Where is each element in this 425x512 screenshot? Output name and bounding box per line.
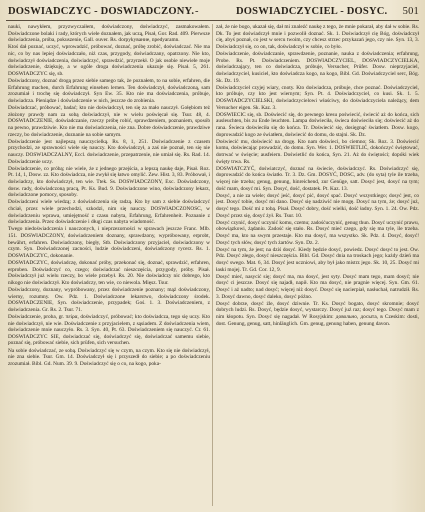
right-paragraph: Doświadczyciel czyjej wiary, cnoty. Kto doświadcza, próbuje, chce poznać. Doświadczyciel, kto próbuje, czy kto jest wiernym; Syn. Pt. 4. Doświadczyciel, co kusi. Sk. 1. 5. DOSWIADCZYCIELSKI, doświadczycielowi właściwy, do doświadczyciela należący, dem Versucher eigen. Sk. Kaz. 3.: [216, 84, 419, 111]
left-paragraph: Twego niedoświadczenia i nauczonych, i nieprzezorności w sprawach jeszcze Franc. Mlb. 151. DOSWIADCZONY, doświadczeniem doznany, sprawdzony, wypróbowany, erprobt, bewährt, erfahren. Doświadczony, biegły, Stb. Doświadczony przyjaciel, doświadczony w czym. Syn. Doświadczonej zacności, ludzie doświadczeni, doświadczony rycerz. Rs. 1. DOSWIADCZYC, dokonanie.: [8, 226, 210, 259]
right-paragraph: zał, że nie bogo, ukazał się, dał mi znaleźć naukę z tego, że mnie pokarał, aby dał w sobie. Rs. Dk. To jest doświadczył mnie i pozwolił doznać. Sk. 1. Doświadczył cię Bóg, doświadczył cię, abyś poznał, co jest w sercu twoim, czy chcesz strzec przykazań jego, czy nie. Syn. 13, 3. Doświadczył się, co on, tak, doświadczył w sobie, co było.: [216, 24, 419, 50]
header-rule: [6, 20, 419, 21]
left-paragraph: DOSWIADCZYC, doświadczę, dokonać próby, przekonać się, doznać, sprawdzić, erfahren, erproben. Doświadczyć co, czego; doświadczać nieszczęścia, przygody, próby. Pisał. Doświadczył już wielu rzeczy, bo wiele przebył. Rs. 20. Nie doświadczy nic dobrego, kto nikogo nie doświadczył. Kto doświadczy, ten wie, co niewola. Mięsz. Tsur.: [8, 259, 210, 286]
page-header: [8, 4, 419, 20]
right-paragraph: DOSWIATCZYĆ, doświatczyć, doznać na świecie, doświadczyć. Rs. Doświadczyć się, doprowadzić do końca światło. Tr. 3. Dz. Gm. DOSYĆ, DOSC, adv. (do syta) tyle ile trzeba, więcej nie trzeba; genug, genung, hinreichend, zur Genüge, satt. Dosyć jest, dosyć na tym; dość mam, dosyć mi. Syn. Dosyć, dość, dostatek. Pt. Kaz. 13.: [216, 165, 419, 192]
left-paragraph: Doświadczenie, proba, gr. πείρα, doświadczyć, próbować; kto doświadcza, tego się uczy. Kto nie doświadczył, nie wie. Doświadczenie z przyjacielem, z sąsiadem. Z doświadczenia wiem, doświadczenie mnie nauczyło. Rs. 3. Syn. 40, Pt. 63. Doświadczeniem się nauczyć. Cr. 61. DOSWIADCZYC SIE, doświadczać się, doświadczyć się, doświadczać samemu siebie, poznać się, próbować siebie, sich prüfen, sich versuchen.: [8, 313, 210, 347]
right-paragraph: Dosyć czynić, dosyć uczynić komu, czemu; zadośćuczynić, genug thun. Dosyć uczynić prawu, obowiązkowi, żądaniu. Zadość się stało. Rs. Dosyć mieć czego, gdy się ma tyle, ile trzeba. Dosyć ma, kto na swym przestaje. Kto ma dosyć, ma wszystko. Sk. Pdz. 4. Dosyć, dosyć! Dosyć tych słów, dosyć tych żartów. Syn. Dz. 2.: [216, 219, 419, 246]
right-paragraph: Doświecić mu, doświecić na drogę. Kto nam doświeci, bo ciemno; Sk. Roz. 3. Doświecić komu, doświecając prowadzić, do domu. Syn. Wer. 1. DOSWIETLIĆ, dokończyć świętować, dotrwać w święcie; ausfeiern. Doświetlić do końca, Syn. 21. Aż do świętości; dopóki wiek święty trwa. Rs.: [216, 138, 419, 165]
page-number: 501: [402, 6, 419, 17]
left-paragraph: nauki, nawykłem, przyzwyczaiłem, doświadczony, doświadczyć, zasmakowałem. Doświadczone bolaki i rady, których wiele doznałem, jak uczą, Pisał, Gor. Rad. 409. Pierwsze doświadczenia, próba, pokuszenie, Gall. ouver. Rs. dorpykyвaние, npedyaramn.: [8, 24, 210, 44]
right-paragraph: Dosyć na tym, że jest; na dziś dosyć. Kiedy będzie dosyć, powiedz. Dosyć dosyć to jest. Ow. Pdz. Dosyć złego, dosyć nieszczęścia. Bibl. Gd. Dosyć dnia na troskach jego; każdy dzień ma dosyć swego. Mat. 6, 34. Dosyć jest uczniowi, aby był jako mistrz jego. Sk. 10, 25. Dosyć mi łaski mojej. Tr. Gd. Cor. 12, 9.: [216, 246, 419, 273]
left-running-head: DOSWIADCZYC - DOSWIADCZONY.: [8, 6, 195, 17]
right-paragraph: Dosyć mieć, nasycić się; dosyć ma, ma dosyć, jest syty. Dosyć mam tego, mam dosyć; nie dosyć ci jeszcze. Dosyć się najadł, napił. Kto ma dosyć, nie pragnie więcej. Syn. Gm. 61. Dosyć i aż nadto; nad dosyć; więcej niż dosyć. Dosyć się nacierpiał, nasłuchał, natrudził. Rs. 3. Dosyć dawno, dosyć daleko, dosyć późno.: [216, 273, 419, 300]
left-paragraph: Doświadczać, próbować, badać; kto nie doświadczył, ten się za mało nauczył. Gołębiom też złożony prawdy nam za sobą doświadczył, nie w wielu poświęcał się. Tsur. 48, 4. DOSWIADCZENIE, doświadczanie, rzeczy próbę robić, sprawdzeniem, poznaniem, sposób na pewno, prawdziwie. Kto nie ma doświadczenia, nie zna. Dobre doświadczenie, prawdziwe rzeczy, bo doświadczenie, doznanie na sobie samym.: [8, 105, 210, 138]
left-paragraph: Doświadczeni wiele wiedzą; z doświadczenia się radzą. Kto by sam z siebie doświadczyć chciał, przez wiele przechodzi, szkodzi, nim się nauczy. DOSWIADCZONOSC, w doświadczeniu wprawa, umiejętność z czasu nabyta, Erfahrung, Erfahrenheit. Poznanie z doświadczenia. Przez doświadczenie i długi czas nabyta wiadomość.: [8, 199, 210, 226]
header-mark: -: [195, 6, 199, 17]
right-paragraph: Dosyć, a nie za wiele; dosyć jeść, dosyć pić, dosyć spać. Dosyć wszystkiego; dosyć jest, co jest. Dosyć tobie, dosyć mi dano. Dosyć się nadziwić nie mogę. Dosyć na tym, że; dosyć już, dosyć tego. Dość mi z tobą. Pisał. Dosyć dobry, dość wielki, dość ładny. Syn. 1. 24. Ow. Pdz. Dosyć przez się, dosyć żył. Rs. Tsur. 10.: [216, 192, 419, 219]
right-text-column: [216, 24, 419, 508]
left-paragraph: Doświadczony, doznać drogą przez siebie samego tak, że poznałem, to na sobie, erfahren, die Erfahrung machen, durch Erfahrung einsehen lernen. Ten doświadczył, doświadczoną, sam zrozumiał i trochę się doświadczył. Syn Ew. 35. Kto nie ma doświadczenia, próbuje, doświadcza. Pieniądze i doświadczenie w nich, jeszcze do zrobienia.: [8, 78, 210, 104]
right-running-head: DOSWIADCZYCIEL - DOSYC.: [236, 6, 388, 17]
left-text-column: [8, 24, 210, 508]
right-paragraph: Dosyć dobrze, dosyć źle, dosyć dziwnie. Tr. Ks. Dosyć bogato, dosyć skromnie; dosyć dobrych ludzi. Rs. Dosyć, będzie dosyć, wystarczy. Dosyć już raz; dosyć tego. Dosyć mam z nim kłopotu. Syn. Dosyć się nagadał. W Rosyjskim: довольно, досыта, в Czeskim: dosti, dost. Genung, genug, satt, hinlänglich. Gm. genug, genung haben, genung davon.: [216, 300, 419, 327]
left-paragraph: Doświadczenie jest najlepszą nauczycielką. Rs. 8, 1, 251. Doświadczenie z czasem przychodzi, ze sprawności wiele się nauczy. Kto doświadczył, a zaś nie poznał, ten się nie nauczy. DOSWIADCZALNY, Eccl. doświadczenie, przepatrzenie, nie umiał się. Rs. Rad. 14. Doświadczenie uczy.: [8, 138, 210, 165]
left-paragraph: Doświadczenie, co próbą; nie wiele, że z jednego przejścia, a lepszą naukę daje, Pisał. Roz. Pt. 14, 1, Dosw. zz. Kto doświadcza, nie zwykł się łatwo omylić. Zew. Hist. 3, 83. Próbował, i doświadczy, kto doświadczył, ten wie. Ttek. Ss. DOSWIADCZONY, Exc. Doświadczony, dosw. rady, doświadczoną pracą, Pt. Ks. Bud. 9. Doświadczone wino, doświadczony lekarz, doświadczone pomocy, sposoby.: [8, 165, 210, 199]
left-paragraph: Na sobie doświadczać, ze sobą. Doświadczyć się w czym, na czym. Kto się nie doświadczył, nie zna siebie. Tsur. Gm. 14. Doświadczył się i przyszedł do siebie; a po doświadczeniu zrozumiał. Bibl. Gd. Num. 39. 9. Doświadczyć się o co, na kogo, poka-: [8, 347, 210, 367]
left-paragraph: Doświadczony, doznany, wypróbowany, przez doświadczenie poznany; mąż doświadczony, wierny, rozumny. Ow. Pdz. 1. Doświadczone lekarstwo, doświadczony środek. DOSWIADCZENIE, Syn. doświadczenie, przypadek; Goś. 1. 3. Doświadczeniem, z doświadczenia. Gr. Rs. 2. Tsur. 71.: [8, 286, 210, 313]
right-paragraph: DOSWIECIC się, sb. Doświecić się, do pewnego kresu poświecić, świecić aż do końca, sich ausleuchten, bis zu Ende leuchten. Lampa doświeciła, świeca doświeciła się; doświecić aż do rana. Świeca doświeciła się do końca. Tr. Doświecić się, dosięgnąć światłem. Dosw. kogo, doprowadzić kogo ze światłem, doświecić do domu, do stajni. Sk. Dz.: [216, 111, 419, 138]
left-paragraph: Ktoś dał poznać, uczyć, wprowadzić, próbować, doznać, próbę zrobić, doświadczać. Nie ma nic, co by nas lepiej doświadczało, niż czas, przygody, doświadczany, opatrzony. Nie kto, doświadczył doświadczenia, doświadczyć, sprawdzić, przyrzekł. O jak osobie niewiele moje doświadczenie, dziękuję, a w ogóle droga doświadczenia ukazuje się. Pisał. 5, 261. DOSWIADCZYC się, sb.: [8, 44, 210, 77]
column-divider: [212, 24, 213, 506]
right-paragraph: Doświadczenie, doświadczanie, sprawdzenie, poznanie, nauka z doświadczenia; erfahrung, Probe. Rs. Pt. Doświadczeniem. DOSWIADCZYCIEL, DOSWIADCZYCIELKA, doświadczający, ten co doświadcza, próbuje, Versucher, Prüfer. Dosw. nieprzyjaciel, doświadczyciel, kusiciel, kto doświadcza kogo, na kogo, Bibl. Gd. Doświadczyciel serc, Bóg. Sk. Dz. 19.: [216, 51, 419, 84]
